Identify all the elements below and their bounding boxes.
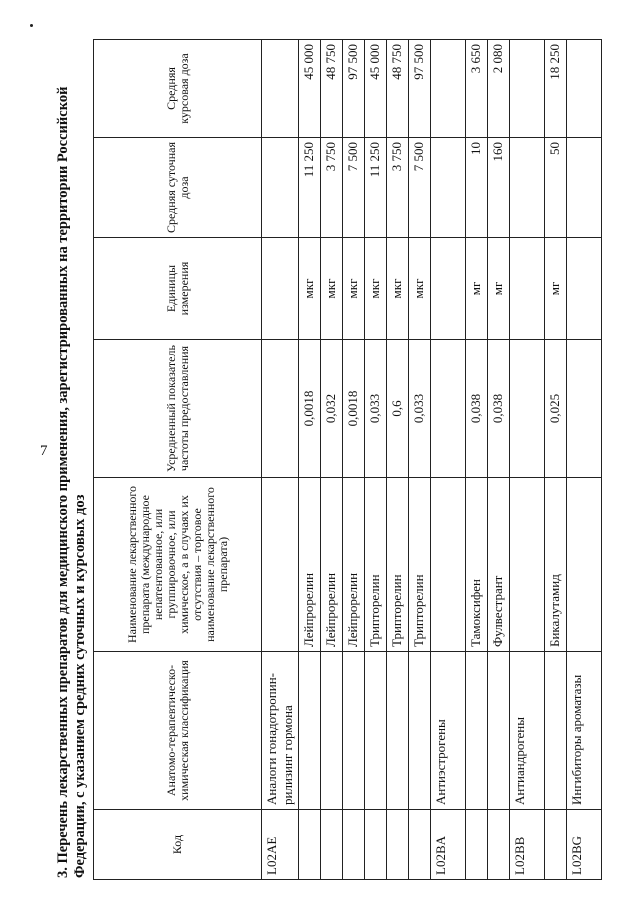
cell-code xyxy=(466,810,488,880)
cell-daily-dose xyxy=(567,138,602,238)
cell-daily-dose: 3 750 xyxy=(387,138,409,238)
cell-course-dose: 48 750 xyxy=(321,40,343,138)
col-header-drug: Наименование лекарственного препарата (международное непатентованное, или группировочное, или химическое, а в случаях их отсутствия – торговое наименование лекарственного препарата) xyxy=(94,478,262,652)
cell-code xyxy=(299,810,321,880)
cell-daily-dose xyxy=(431,138,466,238)
page-number: 7 xyxy=(40,443,48,459)
table-row xyxy=(365,40,387,880)
cell-daily-dose: 11 250 xyxy=(299,138,321,238)
cell-drug xyxy=(567,478,602,652)
cell-drug: Бикалутамид xyxy=(545,478,567,652)
cell-drug: Трипторелин xyxy=(387,478,409,652)
cell-frequency: 0,0018 xyxy=(299,340,321,478)
table-row xyxy=(431,40,466,880)
cell-code xyxy=(387,810,409,880)
cell-daily-dose: 7 500 xyxy=(409,138,431,238)
cell-code xyxy=(321,810,343,880)
cell-unit xyxy=(431,238,466,340)
table-body xyxy=(262,40,602,880)
cell-unit: мг xyxy=(488,238,510,340)
cell-drug: Лейпрорелин xyxy=(343,478,365,652)
cell-daily-dose: 50 xyxy=(545,138,567,238)
cell-atc xyxy=(365,652,387,810)
cell-atc: Антиандрогены xyxy=(510,652,545,810)
section-heading: 3. Перечень лекарственных препаратов для медицинского применения, зарегистрированных на территории Российской Федерации, с указанием средних суточных и курсовых доз xyxy=(55,86,88,878)
cell-course-dose xyxy=(431,40,466,138)
cell-unit: мкг xyxy=(299,238,321,340)
cell-course-dose xyxy=(567,40,602,138)
cell-atc xyxy=(387,652,409,810)
col-header-course-dose: Средняя курсовая доза xyxy=(94,40,262,138)
table-row xyxy=(466,40,488,880)
cell-frequency: 0,032 xyxy=(321,340,343,478)
cell-unit xyxy=(262,238,299,340)
cell-daily-dose xyxy=(262,138,299,238)
cell-code xyxy=(488,810,510,880)
cell-drug: Трипторелин xyxy=(409,478,431,652)
cell-atc xyxy=(299,652,321,810)
cell-code xyxy=(409,810,431,880)
cell-frequency xyxy=(510,340,545,478)
cell-frequency: 0,038 xyxy=(488,340,510,478)
cell-unit: мкг xyxy=(409,238,431,340)
cell-drug: Лейпрорелин xyxy=(299,478,321,652)
cell-frequency: 0,033 xyxy=(409,340,431,478)
cell-atc xyxy=(321,652,343,810)
table-header-row xyxy=(94,40,262,880)
table-row xyxy=(409,40,431,880)
cell-frequency xyxy=(262,340,299,478)
cell-atc xyxy=(409,652,431,810)
cell-drug: Трипторелин xyxy=(365,478,387,652)
cell-frequency xyxy=(567,340,602,478)
table-row xyxy=(488,40,510,880)
cell-atc xyxy=(488,652,510,810)
cell-daily-dose: 3 750 xyxy=(321,138,343,238)
cell-atc: Антиэстрогены xyxy=(431,652,466,810)
cell-atc xyxy=(343,652,365,810)
cell-unit: мг xyxy=(466,238,488,340)
cell-unit: мг xyxy=(545,238,567,340)
cell-code xyxy=(545,810,567,880)
cell-frequency: 0,033 xyxy=(365,340,387,478)
table-row xyxy=(545,40,567,880)
cell-code: L02BB xyxy=(510,810,545,880)
cell-code: L02AE xyxy=(262,810,299,880)
cell-course-dose: 48 750 xyxy=(387,40,409,138)
cell-drug xyxy=(262,478,299,652)
col-header-unit: Единицы измерения xyxy=(94,238,262,340)
cell-unit xyxy=(510,238,545,340)
cell-course-dose: 97 500 xyxy=(409,40,431,138)
table-row xyxy=(387,40,409,880)
cell-daily-dose: 7 500 xyxy=(343,138,365,238)
cell-unit: мкг xyxy=(321,238,343,340)
cell-daily-dose: 160 xyxy=(488,138,510,238)
cell-daily-dose xyxy=(510,138,545,238)
table-row xyxy=(321,40,343,880)
cell-daily-dose: 11 250 xyxy=(365,138,387,238)
table-row xyxy=(567,40,602,880)
table-row xyxy=(343,40,365,880)
table-row xyxy=(299,40,321,880)
cell-code: L02BA xyxy=(431,810,466,880)
cell-daily-dose: 10 xyxy=(466,138,488,238)
col-header-frequency: Усредненный показатель частоты предоставления xyxy=(94,340,262,478)
cell-atc xyxy=(545,652,567,810)
cell-unit: мкг xyxy=(343,238,365,340)
scan-speck xyxy=(30,24,33,27)
cell-course-dose: 45 000 xyxy=(299,40,321,138)
col-header-atc: Анатомо-терапевтическо-химическая классификация xyxy=(94,652,262,810)
cell-course-dose: 2 080 xyxy=(488,40,510,138)
cell-code xyxy=(365,810,387,880)
cell-atc: Аналоги гонадотропин-рилизинг гормона xyxy=(262,652,299,810)
cell-course-dose: 3 650 xyxy=(466,40,488,138)
cell-unit: мкг xyxy=(365,238,387,340)
cell-course-dose xyxy=(510,40,545,138)
cell-atc xyxy=(466,652,488,810)
col-header-code: Код xyxy=(94,810,262,880)
table-row xyxy=(262,40,299,880)
cell-drug xyxy=(431,478,466,652)
cell-frequency: 0,0018 xyxy=(343,340,365,478)
cell-drug: Тамоксифен xyxy=(466,478,488,652)
cell-frequency: 0,6 xyxy=(387,340,409,478)
col-header-daily-dose: Средняя суточная доза xyxy=(94,138,262,238)
cell-drug: Лейпрорелин xyxy=(321,478,343,652)
cell-course-dose: 97 500 xyxy=(343,40,365,138)
cell-frequency xyxy=(431,340,466,478)
cell-code xyxy=(343,810,365,880)
cell-drug: Фулвестрант xyxy=(488,478,510,652)
drug-table xyxy=(93,39,602,880)
cell-code: L02BG xyxy=(567,810,602,880)
cell-unit xyxy=(567,238,602,340)
cell-frequency: 0,038 xyxy=(466,340,488,478)
cell-course-dose: 18 250 xyxy=(545,40,567,138)
rotated-document xyxy=(55,40,615,880)
cell-atc: Ингибиторы ароматазы xyxy=(567,652,602,810)
cell-drug xyxy=(510,478,545,652)
cell-frequency: 0,025 xyxy=(545,340,567,478)
table-row xyxy=(510,40,545,880)
cell-course-dose xyxy=(262,40,299,138)
cell-unit: мкг xyxy=(387,238,409,340)
cell-course-dose: 45 000 xyxy=(365,40,387,138)
